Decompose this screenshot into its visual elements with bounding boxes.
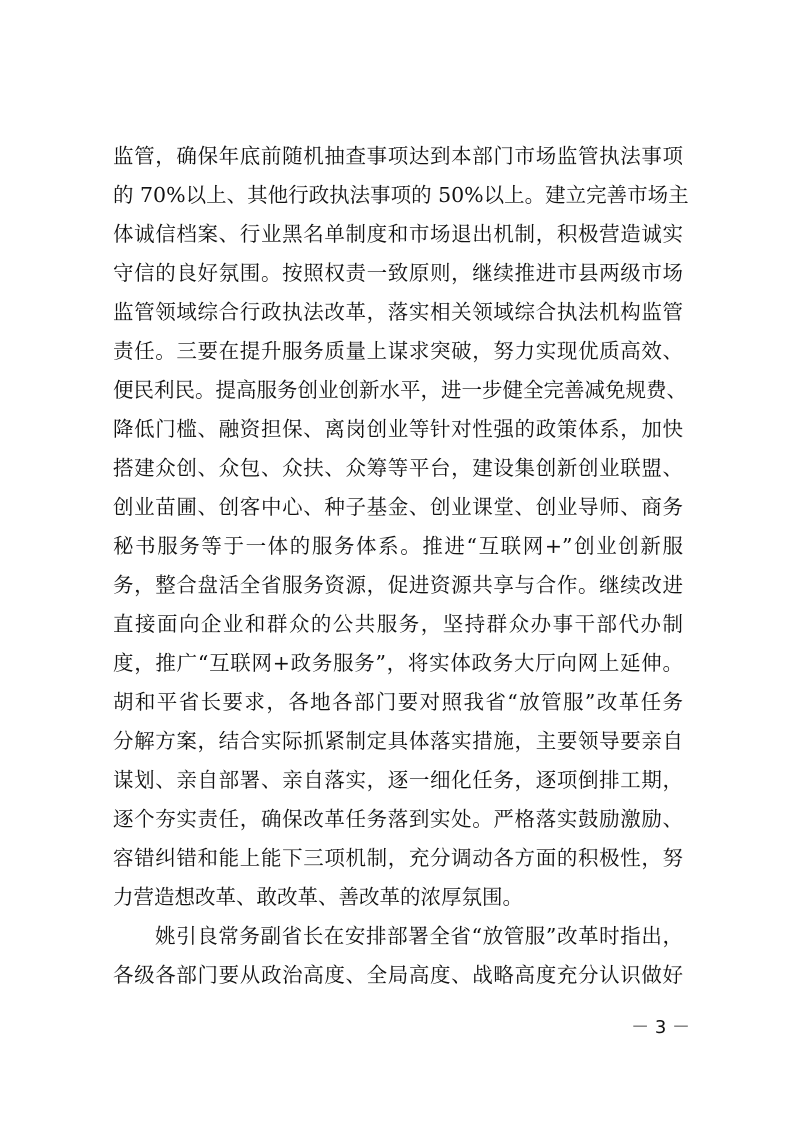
text-line-15: 胡和平省长要求，各地各部门要对照我省“放管服”改革任务 <box>113 690 683 714</box>
text-line-17: 谋划、亲自部署、亲自落实，逐一细化任务，逐项倒排工期， <box>113 768 683 792</box>
text-line-11: 秘书服务等于一体的服务体系。推进“互联网+”创业创新服 <box>113 534 683 558</box>
page-number: － 3 － <box>631 1017 690 1038</box>
text-line-3: 体诚信档案、行业黑名单制度和市场退出机制，积极营造诚实 <box>113 222 683 246</box>
text-line-22: 各级各部门要从政治高度、全局高度、战略高度充分认识做好 <box>113 963 683 987</box>
text-line-20: 力营造想改革、敢改革、善改革的浓厚氛围。 <box>113 885 523 909</box>
text-line-4: 守信的良好氛围。按照权责一致原则，继续推进市县两级市场 <box>113 261 683 285</box>
text-line-18: 逐个夯实责任，确保改革任务落到实处。严格落实鼓励激励、 <box>113 807 683 831</box>
text-line-9: 搭建众创、众包、众扶、众筹等平台，建设集创新创业联盟、 <box>113 456 683 480</box>
text-line-12: 务，整合盘活全省服务资源，促进资源共享与合作。继续改进 <box>113 573 683 597</box>
text-line-8: 降低门槛、融资担保、离岗创业等针对性强的政策体系，加快 <box>113 417 683 441</box>
text-line-5: 监管领域综合行政执法改革，落实相关领域综合执法机构监管 <box>113 300 683 324</box>
text-line-21: 姚引良常务副省长在安排部署全省“放管服”改革时指出， <box>155 924 683 948</box>
text-line-7: 便民利民。提高服务创业创新水平，进一步健全完善减免规费、 <box>113 378 687 402</box>
text-line-14: 度，推广“互联网+政务服务”，将实体政务大厅向网上延伸。 <box>113 651 683 675</box>
text-line-16: 分解方案，结合实际抓紧制定具体落实措施，主要领导要亲自 <box>113 729 683 753</box>
text-line-10: 创业苗圃、创客中心、种子基金、创业课堂、创业导师、商务 <box>113 495 683 519</box>
text-line-1: 监管，确保年底前随机抽查事项达到本部门市场监管执法事项 <box>113 144 683 168</box>
text-line-19: 容错纠错和能上能下三项机制，充分调动各方面的积极性，努 <box>113 846 683 870</box>
text-line-13: 直接面向企业和群众的公共服务，坚持群众办事干部代办制 <box>113 612 683 636</box>
text-line-6: 责任。三要在提升服务质量上谋求突破，努力实现优质高效、 <box>113 339 683 363</box>
text-line-2: 的 70%以上、其他行政执法事项的 50%以上。建立完善市场主 <box>113 183 689 207</box>
